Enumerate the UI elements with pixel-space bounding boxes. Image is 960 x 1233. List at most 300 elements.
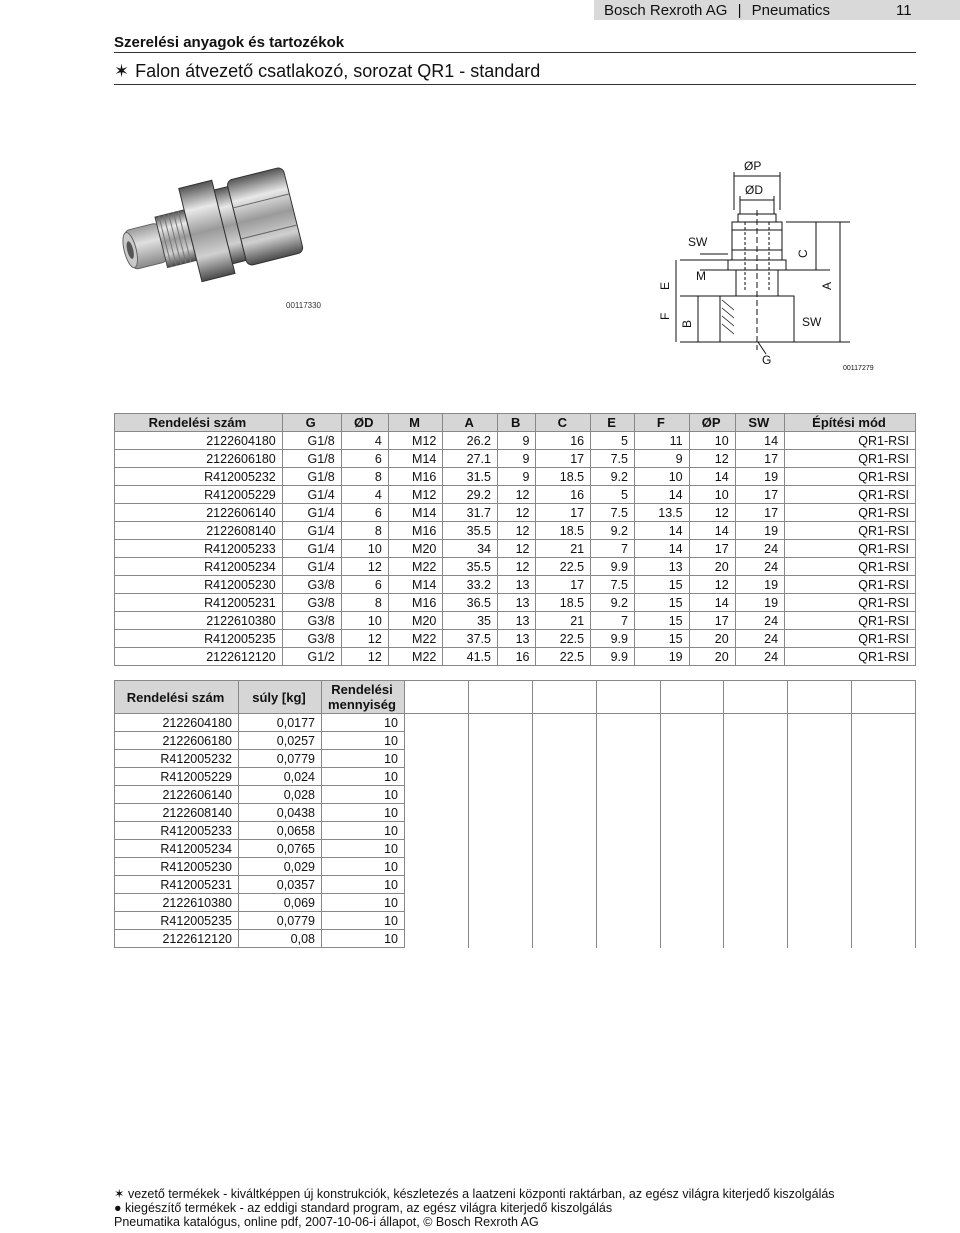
blank-cell [852,822,916,840]
table-cell: R412005229 [115,486,283,504]
table-cell: R412005234 [115,840,239,858]
col-order-no: Rendelési szám [115,681,239,714]
legend-complementary-products: ● kiegészítő termékek - az eddigi standard program, az egész világra kiterjedő kiszolgálás [114,1201,613,1215]
table-row [115,876,916,894]
label-c: C [796,249,810,258]
table-cell: 10 [341,540,388,558]
table-cell: 0,0779 [239,912,322,930]
table-cell: 12 [341,648,388,666]
table-cell: 36.5 [443,594,498,612]
table-row [115,540,916,558]
table-cell: 29.2 [443,486,498,504]
table-cell: 9.2 [591,522,635,540]
blank-cell [724,714,788,732]
blank-cell [532,822,596,840]
table-cell: QR1-RSI [785,450,916,468]
table-cell: G3/8 [282,576,341,594]
table-cell: R412005231 [115,876,239,894]
table-cell: 22.5 [536,630,591,648]
table-cell: 35.5 [443,522,498,540]
table-row [115,432,916,450]
blank-cell [532,786,596,804]
blank-cell [596,840,660,858]
table-cell: 12 [689,576,735,594]
blank-cell [468,768,532,786]
table-row [115,450,916,468]
table-cell: 7.5 [591,504,635,522]
table-cell: 16 [536,486,591,504]
label-f: F [658,312,672,320]
table-cell: G1/4 [282,540,341,558]
table-cell: QR1-RSI [785,486,916,504]
table-cell: 14 [735,432,784,450]
blank-cell [660,840,724,858]
table-cell: 12 [498,504,536,522]
table-row [115,594,916,612]
table-cell: M16 [388,468,443,486]
table-cell: 2122606180 [115,450,283,468]
table-cell: 17 [689,540,735,558]
table-cell: 10 [322,912,405,930]
blank-cell [405,822,469,840]
table-cell: 34 [443,540,498,558]
table-cell: QR1-RSI [785,540,916,558]
blank-col [852,681,916,714]
blank-cell [532,912,596,930]
table-cell: 2122612120 [115,930,239,948]
table-cell: 35 [443,612,498,630]
table-cell: 2122612120 [115,648,283,666]
blank-cell [852,894,916,912]
blank-cell [788,930,852,948]
table-cell: QR1-RSI [785,576,916,594]
table-cell: 17 [536,576,591,594]
blank-cell [468,876,532,894]
table-cell: 0,029 [239,858,322,876]
blank-cell [596,768,660,786]
table-cell: 41.5 [443,648,498,666]
col-quantity: Rendelési mennyiség [322,681,405,714]
blank-cell [724,876,788,894]
table-cell: 14 [634,522,689,540]
table-cell: 13 [498,594,536,612]
blank-cell [468,822,532,840]
table-cell: 15 [634,594,689,612]
blank-cell [405,876,469,894]
table-cell: 9.9 [591,648,635,666]
table-cell: 0,0779 [239,750,322,768]
blank-cell [596,894,660,912]
table-cell: 35.5 [443,558,498,576]
blank-cell [724,732,788,750]
table-row [115,612,916,630]
table-cell: 9.9 [591,630,635,648]
table-cell: M16 [388,594,443,612]
table-cell: 13 [498,630,536,648]
weight-table [114,680,916,948]
table-cell: 31.5 [443,468,498,486]
table-cell: M20 [388,612,443,630]
table-cell: QR1-RSI [785,504,916,522]
blank-cell [405,894,469,912]
table-cell: 2122606140 [115,786,239,804]
col-d: ØD [341,414,388,432]
blank-cell [852,858,916,876]
col-c: C [536,414,591,432]
blank-cell [852,714,916,732]
blank-cell [532,840,596,858]
table-cell: 2122604180 [115,432,283,450]
table-cell: M16 [388,522,443,540]
table-cell: 20 [689,558,735,576]
table-cell: 37.5 [443,630,498,648]
blank-cell [468,912,532,930]
table-row [115,522,916,540]
table-row [115,786,916,804]
table-cell: 10 [322,930,405,948]
catalog-note: Pneumatika katalógus, online pdf, 2007-10-06-i állapot, © Bosch Rexroth AG [114,1215,539,1229]
table-cell: G1/8 [282,450,341,468]
blank-cell [596,858,660,876]
weight-header-row [115,681,916,714]
page-number: 11 [896,2,912,19]
col-weight: súly [kg] [239,681,322,714]
table-cell: 0,0438 [239,804,322,822]
table-cell: 7.5 [591,576,635,594]
col-g: G [282,414,341,432]
table-cell: 10 [322,876,405,894]
table-cell: M22 [388,648,443,666]
table-row [115,930,916,948]
blank-cell [660,714,724,732]
table-cell: 4 [341,432,388,450]
blank-cell [596,876,660,894]
table-cell: 15 [634,612,689,630]
table-cell: 10 [322,894,405,912]
table-row [115,504,916,522]
table-cell: 9 [498,450,536,468]
table-cell: 12 [341,558,388,576]
blank-cell [660,858,724,876]
photo-id: 00117330 [286,301,321,310]
table-cell: R412005230 [115,576,283,594]
table-cell: 19 [735,594,784,612]
table-cell: 19 [634,648,689,666]
table-cell: 16 [536,432,591,450]
blank-cell [788,714,852,732]
blank-cell [660,804,724,822]
table-cell: 19 [735,468,784,486]
title-rule [114,52,916,53]
table-cell: 14 [634,540,689,558]
table-cell: 5 [591,486,635,504]
table-cell: 0,0177 [239,714,322,732]
table-cell: 10 [689,486,735,504]
blank-cell [596,930,660,948]
table-cell: 17 [735,450,784,468]
table-cell: 10 [322,858,405,876]
blank-cell [852,732,916,750]
title-underline [114,84,916,85]
label-m: M [696,269,706,283]
blank-cell [724,804,788,822]
table-cell: 21 [536,540,591,558]
table-cell: G1/4 [282,504,341,522]
blank-col [532,681,596,714]
blank-cell [660,912,724,930]
table-cell: 10 [634,468,689,486]
table-cell: M12 [388,432,443,450]
blank-cell [405,750,469,768]
blank-cell [468,786,532,804]
table-cell: 15 [634,576,689,594]
blank-cell [532,768,596,786]
blank-cell [852,786,916,804]
blank-cell [405,804,469,822]
table-cell: 24 [735,540,784,558]
blank-cell [405,930,469,948]
blank-cell [852,804,916,822]
label-a: A [820,281,834,290]
table-row [115,468,916,486]
blank-cell [788,858,852,876]
table-row [115,732,916,750]
table-cell: 17 [536,450,591,468]
table-cell: 9 [498,432,536,450]
table-cell: QR1-RSI [785,648,916,666]
table-cell: 24 [735,612,784,630]
table-cell: 33.2 [443,576,498,594]
table-cell: 9 [634,450,689,468]
label-p: ØP [744,159,762,173]
blank-cell [596,804,660,822]
table-cell: 9.9 [591,558,635,576]
blank-cell [405,768,469,786]
drawing-id: 00117279 [843,365,874,372]
table-cell: R412005234 [115,558,283,576]
table-row [115,630,916,648]
technical-drawing [640,150,930,375]
table-cell: G1/2 [282,648,341,666]
blank-cell [468,894,532,912]
blank-cell [788,732,852,750]
table-cell: R412005235 [115,912,239,930]
header-separator: | [737,2,742,19]
blank-cell [660,930,724,948]
table-cell: 0,0257 [239,732,322,750]
table-cell: 12 [689,450,735,468]
blank-cell [724,822,788,840]
blank-cell [660,732,724,750]
blank-col [596,681,660,714]
blank-cell [660,876,724,894]
footer-legend [114,1187,835,1229]
table-row [115,858,916,876]
table-cell: 20 [689,630,735,648]
table-cell: 24 [735,648,784,666]
table-cell: 10 [322,822,405,840]
legend-leading-products: ✶ vezető termékek - kiváltképpen új konstrukciók, készletezés a laatzeni központi raktárban, az egész világra kiterjedő kiszolgálás [114,1187,835,1201]
blank-cell [788,786,852,804]
blank-cell [596,912,660,930]
table-cell: QR1-RSI [785,558,916,576]
table-cell: 13 [498,576,536,594]
blank-cell [532,750,596,768]
blank-cell [724,930,788,948]
blank-cell [532,714,596,732]
table-cell: 14 [689,468,735,486]
table-cell: 8 [341,522,388,540]
table-cell: G1/8 [282,468,341,486]
table-cell: 14 [689,522,735,540]
table-cell: 12 [498,540,536,558]
table-cell: M20 [388,540,443,558]
table-cell: 22.5 [536,648,591,666]
table-row [115,714,916,732]
table-row [115,768,916,786]
spec-table [114,413,916,666]
table-cell: G1/8 [282,432,341,450]
table-cell: QR1-RSI [785,630,916,648]
table-row [115,648,916,666]
table-cell: 0,028 [239,786,322,804]
table-cell: 17 [689,612,735,630]
table-row [115,576,916,594]
table-cell: 13 [498,612,536,630]
table-cell: 21 [536,612,591,630]
table-cell: 26.2 [443,432,498,450]
col-a: A [443,414,498,432]
table-cell: R412005235 [115,630,283,648]
table-cell: 19 [735,576,784,594]
col-sw: SW [735,414,784,432]
table-cell: 16 [498,648,536,666]
col-f: F [634,414,689,432]
table-cell: R412005233 [115,822,239,840]
blank-cell [724,750,788,768]
blank-cell [724,840,788,858]
table-cell: 5 [591,432,635,450]
blank-cell [405,714,469,732]
table-cell: 17 [536,504,591,522]
blank-cell [788,822,852,840]
blank-cell [468,714,532,732]
blank-cell [596,714,660,732]
table-cell: 10 [322,732,405,750]
col-order-no: Rendelési szám [115,414,283,432]
table-cell: 10 [322,714,405,732]
table-cell: 7 [591,612,635,630]
table-cell: 10 [322,786,405,804]
table-cell: R412005233 [115,540,283,558]
blank-cell [788,750,852,768]
blank-cell [468,732,532,750]
blank-cell [788,804,852,822]
blank-cell [596,786,660,804]
col-b: B [498,414,536,432]
blank-cell [852,750,916,768]
table-cell: G1/4 [282,486,341,504]
col-design: Építési mód [785,414,916,432]
table-cell: M14 [388,504,443,522]
table-cell: R412005232 [115,468,283,486]
table-cell: 9 [498,468,536,486]
table-cell: 2122606140 [115,504,283,522]
blank-col [724,681,788,714]
blank-col [788,681,852,714]
table-cell: 17 [735,486,784,504]
blank-cell [405,858,469,876]
product-photo [114,150,324,310]
spec-header-row [115,414,916,432]
table-cell: 22.5 [536,558,591,576]
table-cell: 13.5 [634,504,689,522]
table-cell: 10 [322,840,405,858]
leading-product-star-icon: ✶ [114,61,130,81]
table-cell: 0,08 [239,930,322,948]
blank-cell [724,912,788,930]
category-title: Szerelési anyagok és tartozékok [114,34,345,51]
blank-cell [596,750,660,768]
table-cell: 12 [498,558,536,576]
table-cell: M14 [388,450,443,468]
label-sw-bottom: SW [802,315,822,329]
blank-cell [788,876,852,894]
blank-cell [788,894,852,912]
table-cell: 15 [634,630,689,648]
blank-cell [852,930,916,948]
table-cell: 12 [498,522,536,540]
table-cell: 17 [735,504,784,522]
table-cell: 11 [634,432,689,450]
table-cell: M22 [388,630,443,648]
table-cell: 12 [341,630,388,648]
table-cell: QR1-RSI [785,522,916,540]
table-cell: 0,024 [239,768,322,786]
blank-cell [468,804,532,822]
blank-col [660,681,724,714]
table-cell: G3/8 [282,612,341,630]
section-name: Pneumatics [751,2,831,19]
col-e: E [591,414,635,432]
blank-cell [468,930,532,948]
table-row [115,912,916,930]
table-cell: 7.5 [591,450,635,468]
label-e: E [658,281,672,290]
blank-cell [724,858,788,876]
blank-cell [532,732,596,750]
blank-cell [596,732,660,750]
table-cell: QR1-RSI [785,594,916,612]
table-cell: 24 [735,630,784,648]
blank-cell [532,876,596,894]
blank-cell [788,768,852,786]
company-name: Bosch Rexroth AG [604,2,728,19]
blank-cell [852,840,916,858]
table-row [115,894,916,912]
blank-cell [468,840,532,858]
table-cell: R412005230 [115,858,239,876]
blank-cell [724,768,788,786]
blank-cell [532,930,596,948]
blank-cell [532,804,596,822]
blank-cell [788,912,852,930]
table-row [115,804,916,822]
table-cell: 13 [634,558,689,576]
table-row [115,486,916,504]
blank-cell [405,786,469,804]
blank-cell [852,768,916,786]
